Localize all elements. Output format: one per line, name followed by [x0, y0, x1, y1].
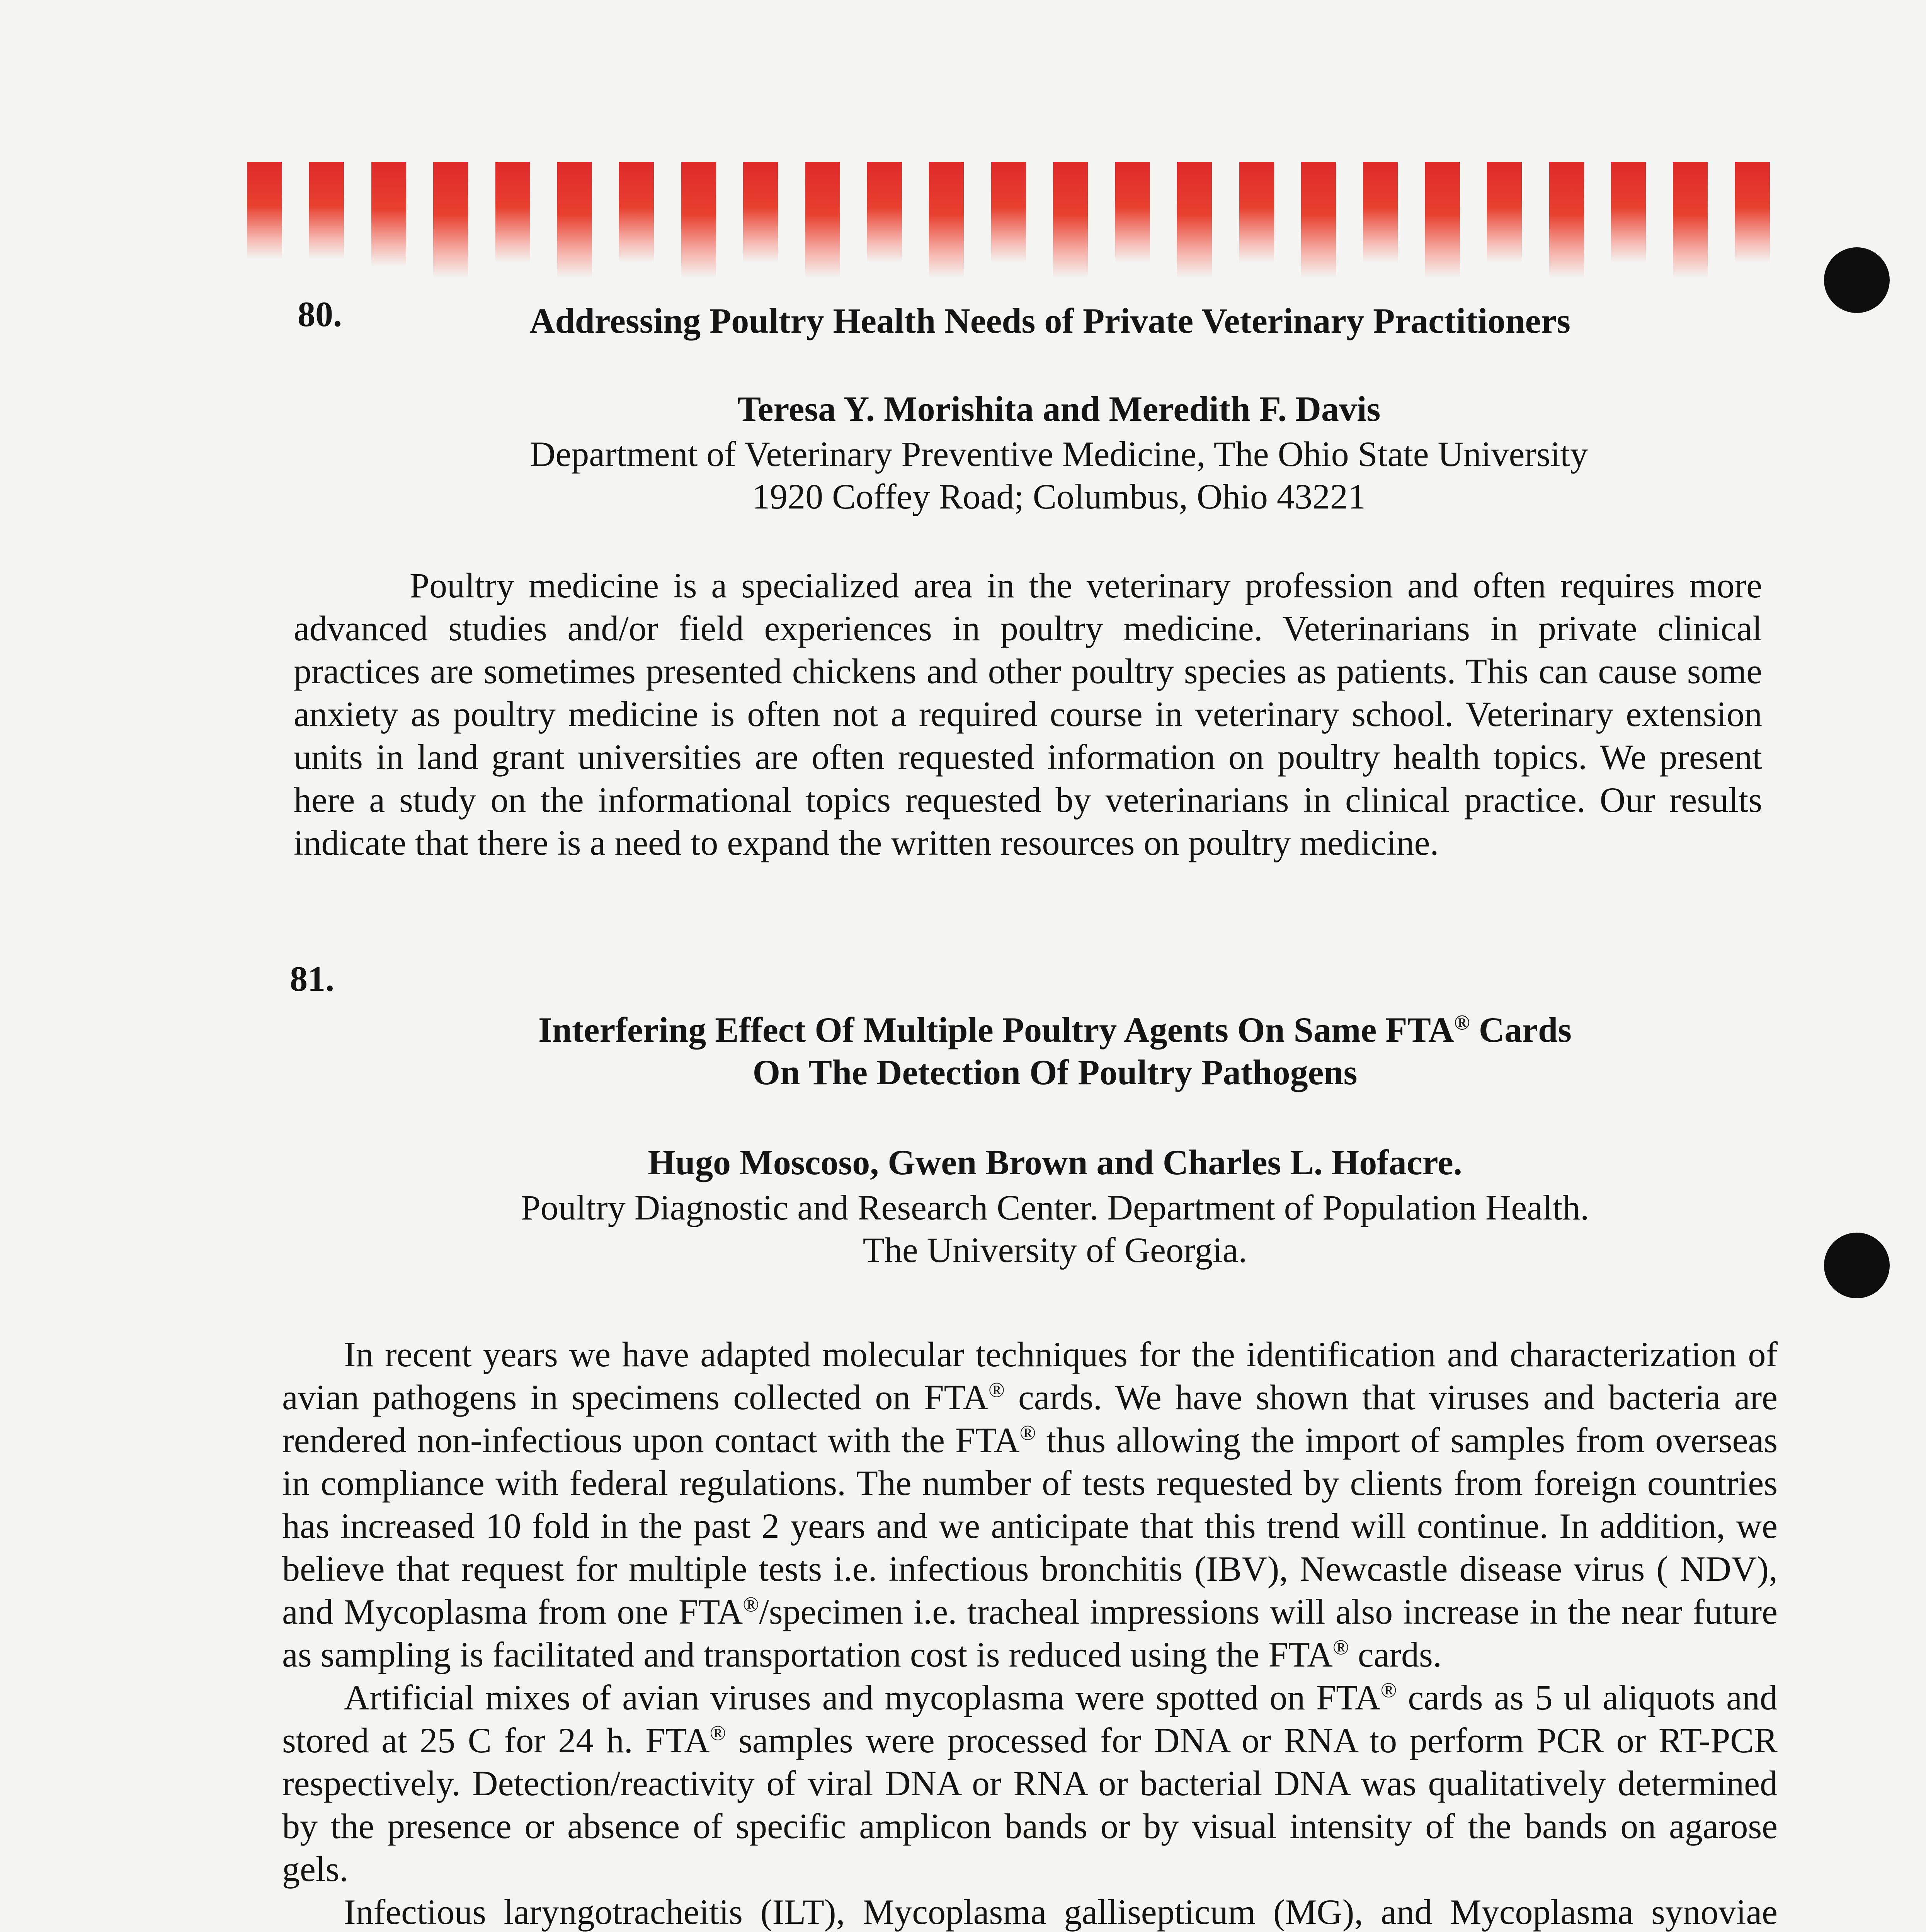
header-bar-block — [1239, 162, 1274, 263]
header-bar-block — [371, 162, 406, 267]
header-bar-block — [1673, 162, 1708, 278]
title-line: Interfering Effect Of Multiple Poultry Agents On Same FTA® Cards — [538, 1010, 1572, 1049]
punch-hole — [1824, 1233, 1890, 1298]
header-bar-block — [1115, 162, 1150, 263]
header-bar-block — [433, 162, 468, 278]
paragraph: In recent years we have adapted molecular techniques for the identification and characterization of avian pathogens in specimens collected on FTA® cards. We have shown that viruses and bacteria are rendered non-infectious upon contact with the FTA® thus allowing the import of samples from overseas in compliance with federal regulations. The number of tests requested by clients from foreign countries has increased 10 fold in the past 2 years and we anticipate that this trend will continue. In addition, we believe that request for multiple tests i.e. infectious bronchitis (IBV), Newcastle disease virus ( NDV), and Mycoplasma from one FTA®/specimen i.e. tracheal impressions will also increase in the near future as sampling is facilitated and transportation cost is reduced using the FTA® cards. — [282, 1335, 1778, 1674]
header-decoration — [247, 162, 1770, 278]
header-bar-block — [1735, 162, 1770, 263]
abstract-81-body — [282, 1333, 1778, 1932]
abstract-81-authors: Hugo Moscoso, Gwen Brown and Charles L. Hofacre. — [648, 1143, 1462, 1182]
affiliation-line: Department of Veterinary Preventive Medicine, The Ohio State University — [530, 434, 1588, 474]
header-bar-block — [681, 162, 716, 278]
affiliation-line: Poultry Diagnostic and Research Center. Department of Population Health. — [521, 1188, 1589, 1227]
header-bar-block — [1053, 162, 1088, 278]
header-bar-block — [1301, 162, 1336, 278]
header-bar-block — [1177, 162, 1212, 278]
abstract-80-number: 80. — [298, 294, 342, 334]
header-bar-block — [619, 162, 654, 263]
header-bar-block — [309, 162, 344, 259]
header-bar-block — [867, 162, 902, 263]
header-bar-block — [1549, 162, 1584, 278]
abstract-80-body: Poultry medicine is a specialized area in the veterinary profession and often requires more advanced studies and/or field experiences in poultry medicine. Veterinarians in private clinical practices are sometimes presented chickens and other poultry species as patients. This can cause some anxiety as poultry medicine is often not a required course in veterinary school. Veterinary extension units in land grant universities are often requested information on poultry health topics. We present here a study on the informational topics requested by veterinarians in clinical practice. Our results indicate that there is a need to expand the written resources on poultry medicine. — [294, 566, 1762, 862]
abstract-80-affiliation — [294, 433, 1824, 518]
affiliation-line: The University of Georgia. — [863, 1230, 1247, 1270]
header-bar-block — [557, 162, 592, 278]
abstract-80-title: Addressing Poultry Health Needs of Private Veterinary Practitioners — [529, 301, 1570, 340]
paragraph: Artificial mixes of avian viruses and mycoplasma were spotted on FTA® cards as 5 ul aliquots and stored at 25 C for 24 h. FTA® samples were processed for DNA or RNA to perform PCR or RT-PCR respectively. Detection/reactivity of viral DNA or RNA or bacterial DNA was qualitatively determined by the presence or absence of specific amplicon bands or by visual intensity of the bands on agarose gels. — [282, 1678, 1778, 1889]
header-bar-block — [1425, 162, 1460, 278]
header-bar-block — [1611, 162, 1646, 263]
header-bar-block — [495, 162, 530, 263]
header-bar-block — [1487, 162, 1522, 263]
header-bar-block — [991, 162, 1026, 263]
title-line: On The Detection Of Poultry Pathogens — [752, 1053, 1358, 1092]
header-bar-block — [929, 162, 964, 278]
abstract-81-number: 81. — [290, 959, 334, 998]
header-bar-block — [1363, 162, 1398, 263]
header-bar-block — [805, 162, 840, 278]
abstract-81-title — [294, 1009, 1816, 1094]
header-bar-block — [743, 162, 778, 263]
abstract-80-authors: Teresa Y. Morishita and Meredith F. Davis — [737, 389, 1381, 429]
abstract-81-affiliation — [294, 1186, 1816, 1271]
affiliation-line: 1920 Coffey Road; Columbus, Ohio 43221 — [752, 477, 1366, 516]
header-bar-block — [247, 162, 282, 259]
punch-hole — [1824, 247, 1890, 313]
paragraph: Infectious laryngotracheitis (ILT), Mycoplasma gallisepticum (MG), and Mycoplasma synoviae — [344, 1892, 1778, 1932]
